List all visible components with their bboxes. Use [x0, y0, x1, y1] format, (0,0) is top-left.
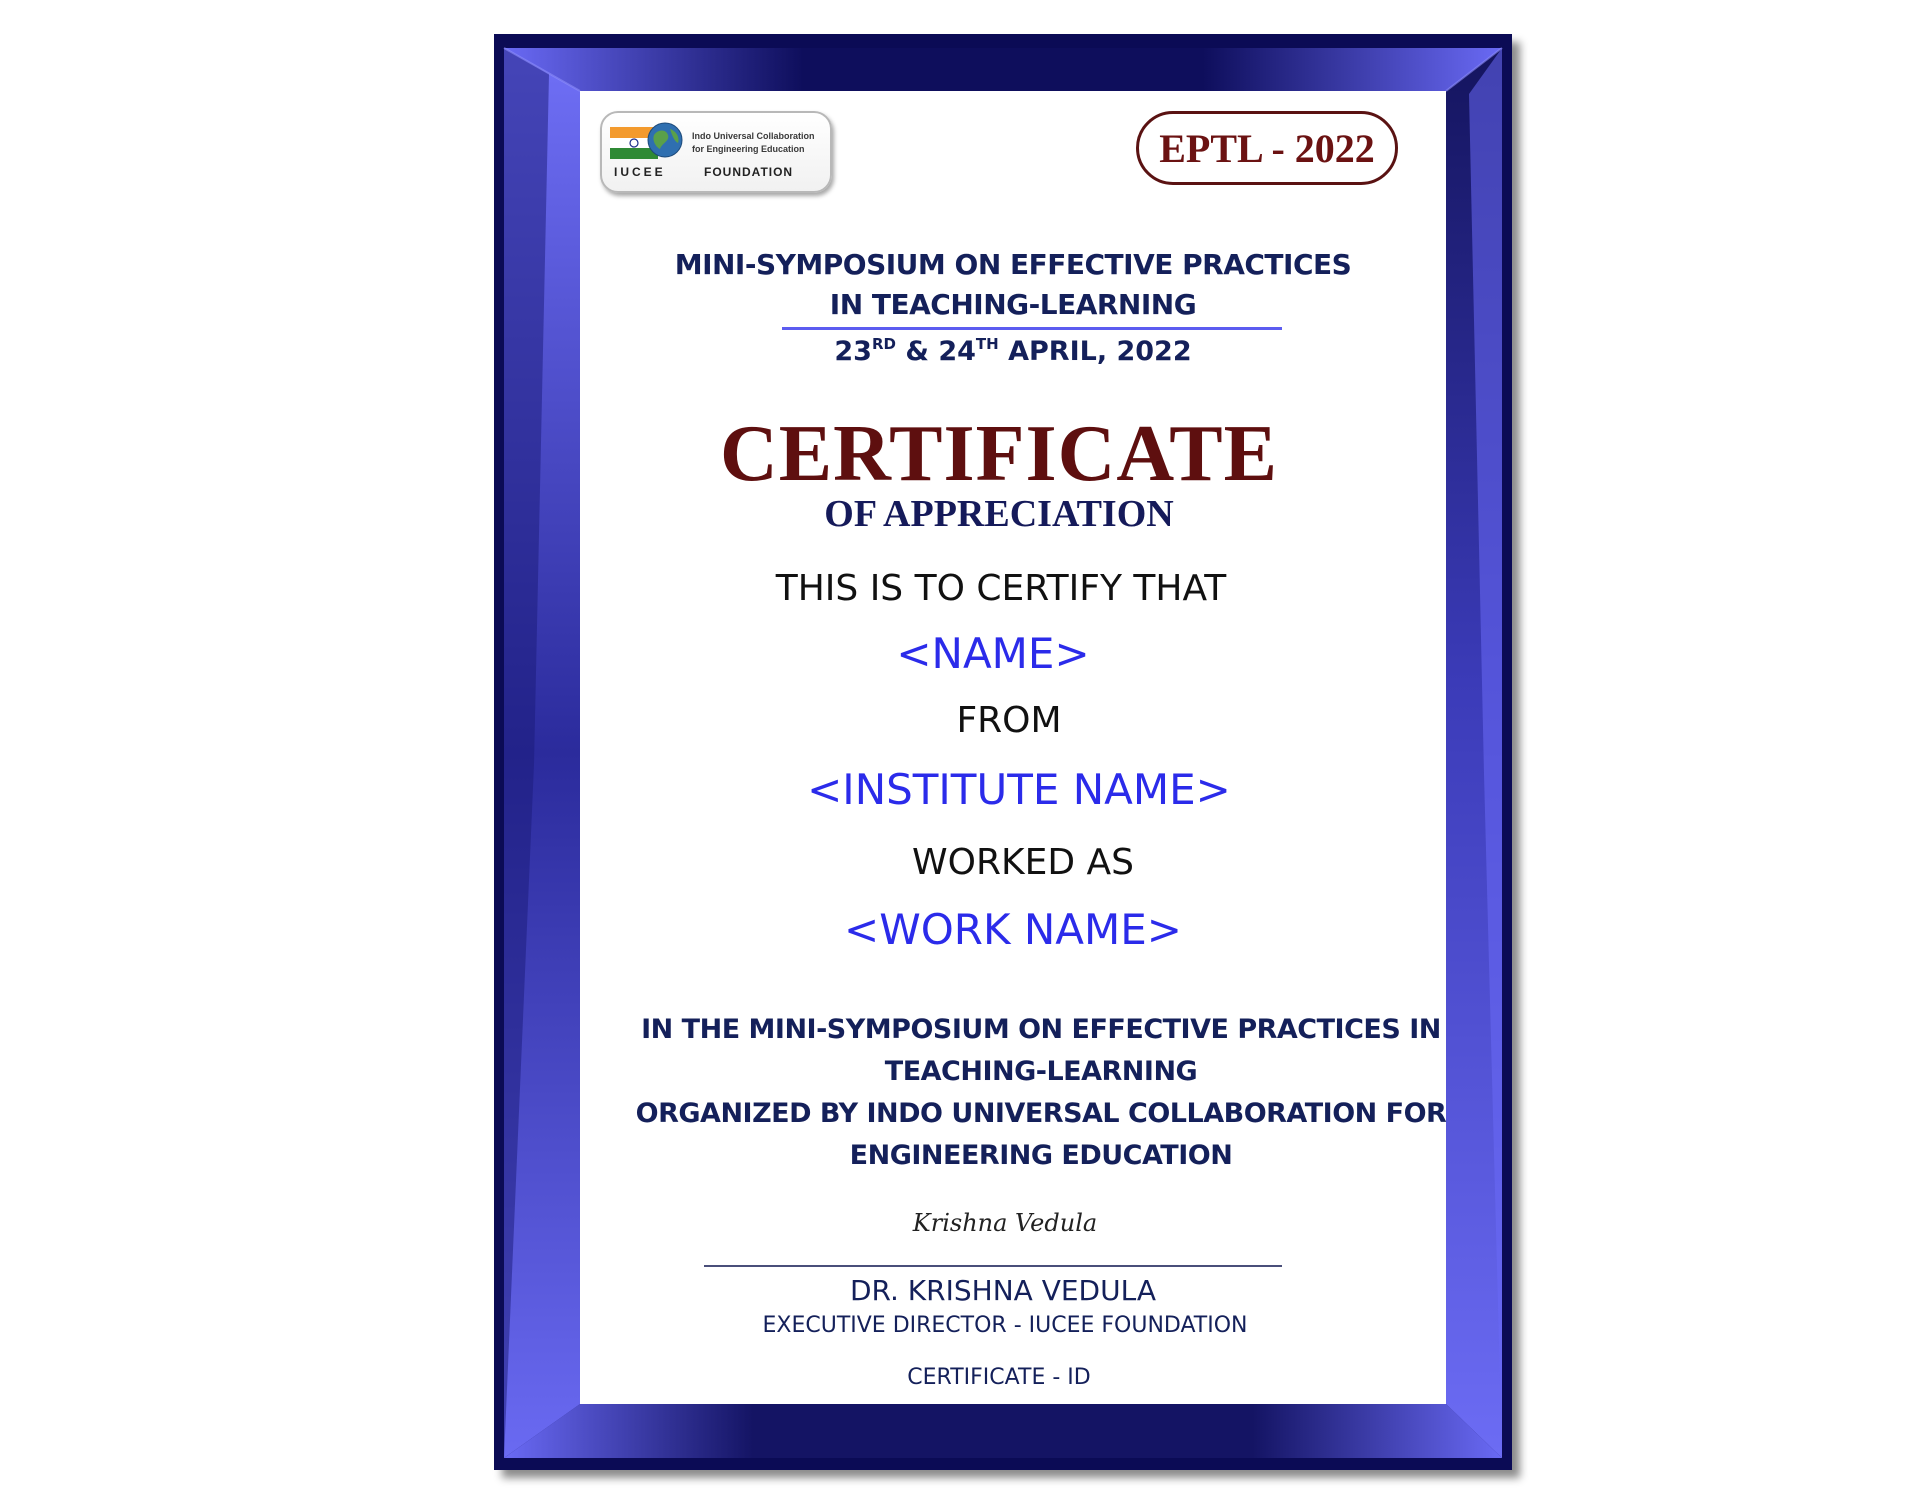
certify-text: THIS IS TO CERTIFY THAT	[775, 568, 1227, 609]
date-rest: APRIL, 2022	[998, 336, 1192, 367]
signatory-name: DR. KRISHNA VEDULA	[849, 1274, 1157, 1307]
name-placeholder: <NAME>	[896, 629, 1090, 678]
signatory-title: EXECUTIVE DIRECTOR - IUCEE FOUNDATION	[762, 1313, 1248, 1338]
certificate-subtitle: OF APPRECIATION	[824, 493, 1174, 535]
closing-line3: ORGANIZED BY INDO UNIVERSAL COLLABORATION FOR	[635, 1098, 1447, 1129]
iucee-logo	[600, 111, 832, 193]
symposium-title	[580, 245, 1446, 325]
closing-line2: TEACHING-LEARNING	[884, 1056, 1198, 1087]
certificate-frame	[494, 34, 1512, 1470]
symposium-line2: IN TEACHING-LEARNING	[829, 288, 1197, 321]
closing-line4: ENGINEERING EDUCATION	[849, 1140, 1233, 1171]
globe-icon	[646, 121, 684, 159]
date-mid: & 24	[895, 336, 976, 367]
logo-abbreviation: IUCEE	[614, 165, 666, 179]
logo-line2: for Engineering Education	[692, 144, 805, 154]
worked-as-text: WORKED AS	[912, 842, 1134, 883]
from-text: FROM	[956, 700, 1062, 741]
event-date	[580, 332, 1446, 375]
closing-statement	[608, 1009, 1474, 1177]
logo-foundation: FOUNDATION	[704, 165, 794, 179]
date-day1: 23	[834, 336, 872, 367]
date-sup2: TH	[975, 335, 999, 353]
certificate-paper	[580, 91, 1446, 1404]
institute-placeholder: <INSTITUTE NAME>	[807, 765, 1231, 814]
header-divider	[782, 327, 1282, 330]
logo-line1: Indo Universal Collaboration	[692, 131, 815, 141]
date-sup1: RD	[871, 335, 896, 353]
certificate-id: CERTIFICATE - ID	[907, 1365, 1091, 1390]
work-placeholder: <WORK NAME>	[844, 905, 1182, 954]
symposium-line1: MINI-SYMPOSIUM ON EFFECTIVE PRACTICES	[674, 248, 1352, 281]
closing-line1: IN THE MINI-SYMPOSIUM ON EFFECTIVE PRACTICES IN	[641, 1014, 1441, 1045]
certificate-title: CERTIFICATE	[720, 410, 1278, 498]
signature-script: Krishna Vedula	[912, 1209, 1098, 1237]
event-badge: EPTL - 2022	[1136, 111, 1398, 185]
signature-line	[704, 1265, 1282, 1267]
